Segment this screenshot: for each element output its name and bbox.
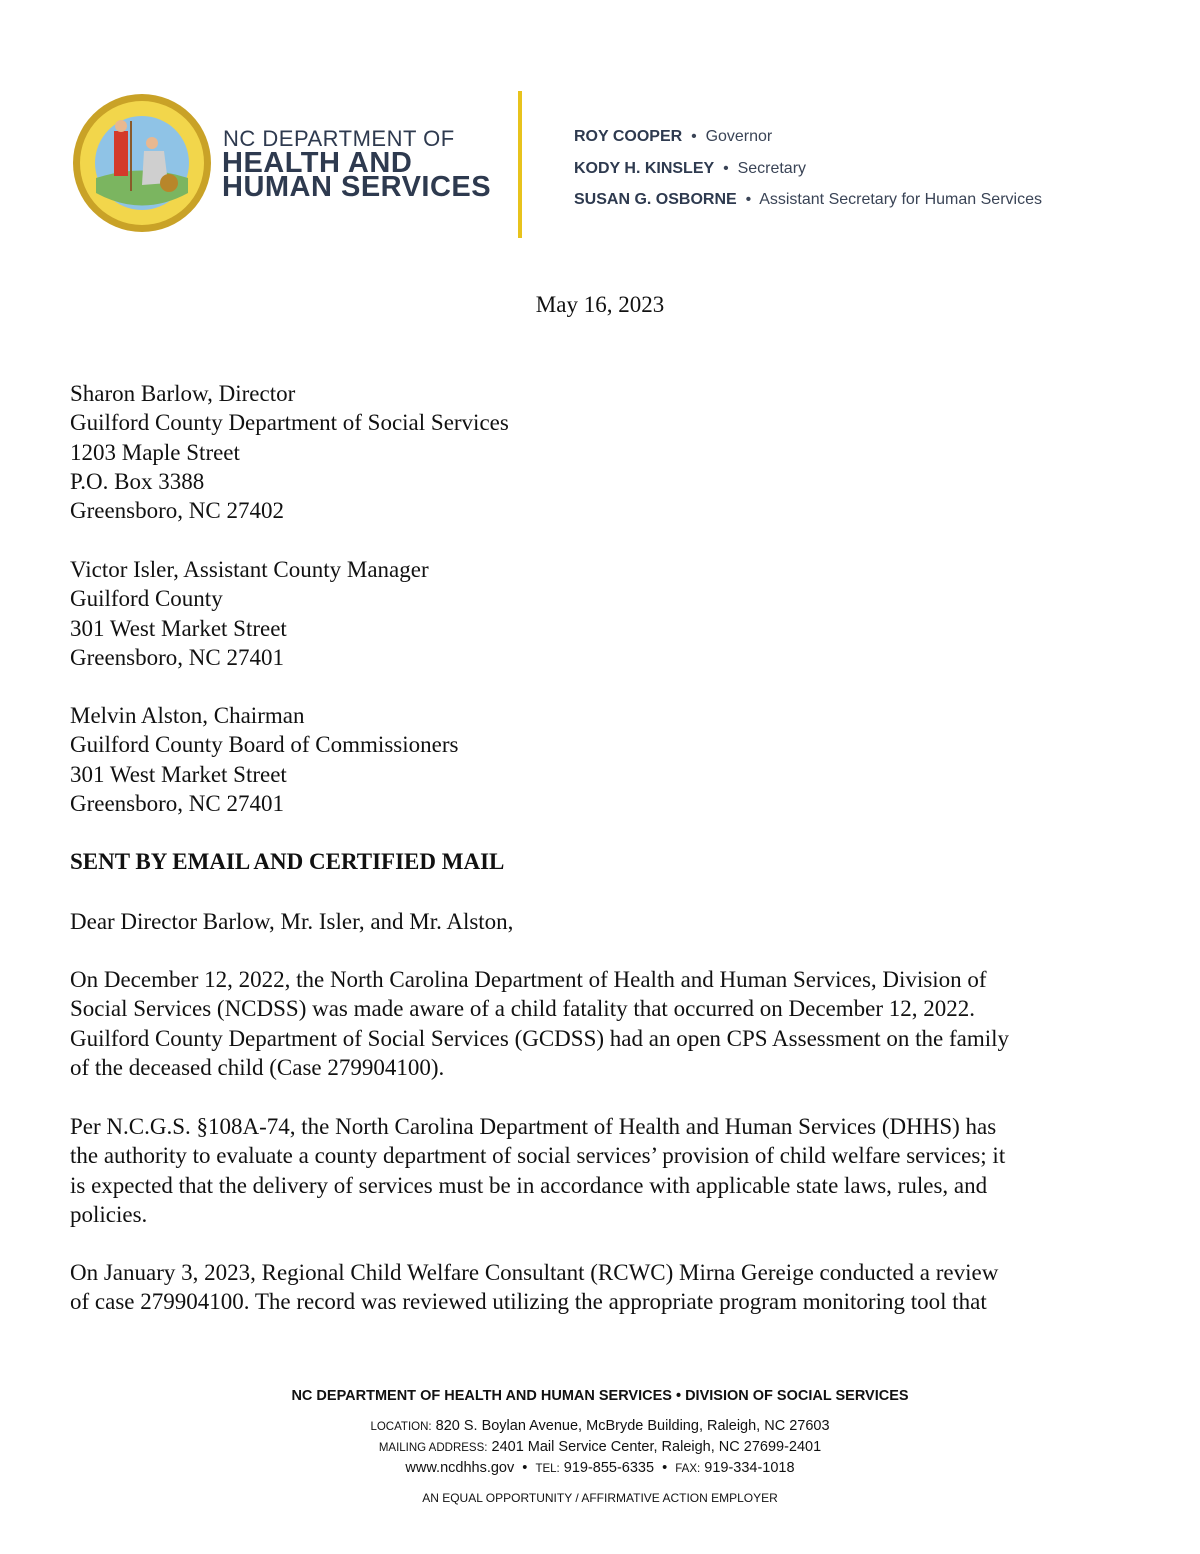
footer-org: NC DEPARTMENT OF HEALTH AND HUMAN SERVICES • DIVISION OF SOCIAL SERVICES xyxy=(291,1388,909,1404)
official-assistant-secretary: SUSAN G. OSBORNE • Assistant Secretary for Human Services xyxy=(574,191,1042,208)
recipient-address: Victor Isler, Assistant County Manager Guilford County 301 West Market Street Greensboro, NC 27401 xyxy=(70,557,429,670)
delivery-notice: SENT BY EMAIL AND CERTIFIED MAIL xyxy=(70,849,505,874)
official-governor: ROY COOPER • Governor xyxy=(574,128,773,145)
footer-location: LOCATION: 820 S. Boylan Avenue, McBryde Building, Raleigh, NC 27603 xyxy=(370,1418,830,1434)
recipient-address: Melvin Alston, Chairman Guilford County Board of Commissioners 301 West Market Street Greensboro, NC 27401 xyxy=(70,703,459,816)
footer-eoe: AN EQUAL OPPORTUNITY / AFFIRMATIVE ACTION EMPLOYER xyxy=(422,1491,778,1505)
dept-name-line1: NC DEPARTMENT OF xyxy=(223,126,455,151)
website-link[interactable]: www.ncdhhs.gov xyxy=(405,1460,515,1476)
body-paragraph: On January 3, 2023, Regional Child Welfare Consultant (RCWC) Mirna Gereige conducted a review of case 279904100. The record was reviewed utilizing the appropriate program monitoring tool that xyxy=(70,1260,999,1315)
header-divider xyxy=(518,91,522,238)
officials-list xyxy=(574,128,1042,223)
body-paragraph: Per N.C.G.S. §108A-74, the North Carolina Department of Health and Human Services (DHHS) has the authority to evaluate a county department of social services’ provision of child welfare services; it is expected that the delivery of services must be in accordance with applicable state laws, rules, and policies. xyxy=(70,1114,1006,1227)
letter-date: May 16, 2023 xyxy=(535,292,665,317)
salutation: Dear Director Barlow, Mr. Isler, and Mr. Alston, xyxy=(70,909,514,934)
dept-name-line2: HEALTH AND xyxy=(222,147,413,179)
official-secretary: KODY H. KINSLEY • Secretary xyxy=(574,159,807,177)
footer-mailing: MAILING ADDRESS: 2401 Mail Service Center, Raleigh, NC 27699-2401 xyxy=(378,1439,822,1455)
nc-state-seal-logo xyxy=(72,93,212,233)
recipient-address: Sharon Barlow, Director Guilford County Department of Social Services 1203 Maple Street P.O. Box 3388 Greensboro, NC 27402 xyxy=(70,381,509,524)
footer-contact: www.ncdhhs.gov • TEL: 919-855-6335 • FAX: 919-334-1018 xyxy=(405,1460,795,1476)
body-paragraph: On December 12, 2022, the North Carolina Department of Health and Human Services, Division of Social Services (NCDSS) was made aware of a child fatality that occurred on December 12, 2022. Guilford County Department of Social Services (GCDSS) had an open CPS Assessment on the family of the deceased child (Case 279904100). xyxy=(70,967,1010,1080)
dept-name-line3: HUMAN SERVICES xyxy=(222,171,492,203)
